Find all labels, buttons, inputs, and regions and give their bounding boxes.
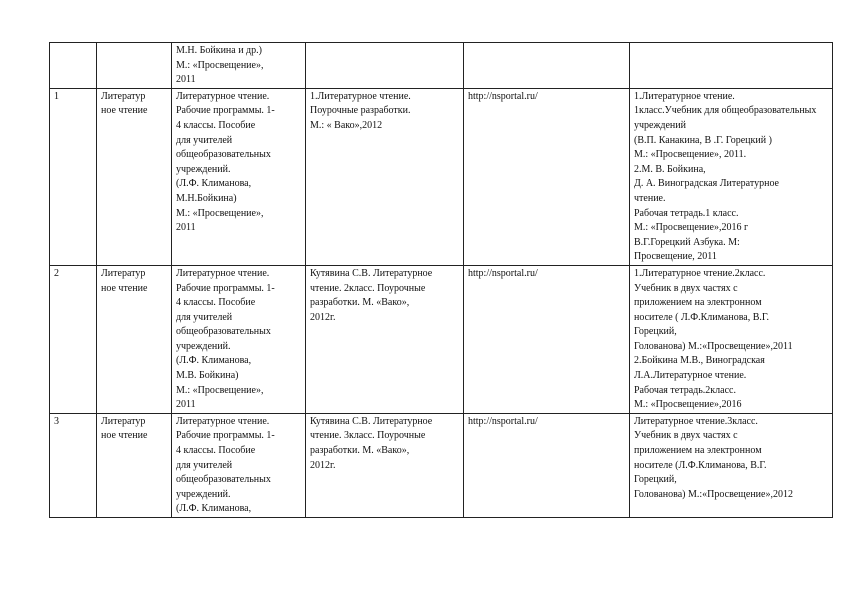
cell-text-line: ное чтение <box>101 105 148 117</box>
cell-web <box>464 265 630 413</box>
cell-text-line: Учебник в двух частях с <box>634 282 738 294</box>
cell-text-line: Просвещение, 2011 <box>634 251 717 263</box>
table-body <box>50 43 833 518</box>
cell-text-line: 1.Литературное чтение.2класс. <box>634 267 766 279</box>
cell-text-line: учреждений. <box>176 488 231 500</box>
cell-text-line: Кутявина С.В. Литературное <box>310 267 433 279</box>
cell-text-line: Рабочие программы. 1- <box>176 282 275 294</box>
cell-text-line: 1.Литературное чтение. <box>310 90 411 102</box>
cell-text-line: Литератур <box>101 267 146 279</box>
cell-text-line: Рабочие программы. 1- <box>176 430 275 442</box>
cell-text-line: чтение. 3класс. Поурочные <box>310 430 426 442</box>
cell-text-line: Рабочая тетрадь.2класс. <box>634 384 736 396</box>
cell-text-line: 4 классы. Пособие <box>176 445 256 457</box>
cell-text-line: Голованова) М.:«Просвещение»,2011 <box>634 340 793 352</box>
cell-text-line: 2.М. В. Бойкина, <box>634 163 706 175</box>
cell-text-line: для учителей <box>176 459 233 471</box>
cell-text-line: Литературное чтение. <box>176 415 270 427</box>
cell-subject <box>97 265 172 413</box>
cell-text-line: 4 классы. Пособие <box>176 297 256 309</box>
cell-text-line: 2 <box>54 267 59 279</box>
cell-lesson <box>306 43 464 89</box>
cell-num <box>50 43 97 89</box>
cell-text-line: Горецкий, <box>634 326 677 338</box>
cell-text-line: носителе (Л.Ф.Климанова, В.Г. <box>634 459 767 471</box>
curriculum-table <box>49 42 833 518</box>
cell-text-line: 2012г. <box>310 459 336 471</box>
cell-text-line: чтение. 2класс. Поурочные <box>310 282 426 294</box>
cell-text-line: 2.Бойкина М.В., Виноградская <box>634 355 765 367</box>
cell-program <box>172 43 306 89</box>
cell-subject <box>97 413 172 517</box>
cell-web <box>464 43 630 89</box>
cell-lesson <box>306 413 464 517</box>
cell-text-line: общеобразовательных <box>176 474 271 486</box>
cell-text-line: Литературное чтение. <box>176 267 270 279</box>
cell-num <box>50 265 97 413</box>
cell-text-line: разработки. М. «Вако», <box>310 297 410 309</box>
cell-text-line: М.: « Вако»,2012 <box>310 119 383 131</box>
cell-program <box>172 265 306 413</box>
cell-text-line: общеобразовательных <box>176 326 271 338</box>
cell-text-line: учреждений. <box>176 340 231 352</box>
cell-textbook <box>630 43 833 89</box>
cell-text-line: В.Г.Горецкий Азбука. М: <box>634 236 740 248</box>
cell-text-line: М.Н. Бойкина и др.) <box>176 45 262 56</box>
cell-text-line: 1.Литературное чтение. <box>634 90 735 102</box>
cell-text-line: Л.А.Литературное чтение. <box>634 370 747 382</box>
cell-text-line: (Л.Ф. Климанова, <box>176 178 252 190</box>
cell-text-line: Горецкий, <box>634 474 677 486</box>
cell-text-line: 2012г. <box>310 311 336 323</box>
cell-text-line: М.: «Просвещение», <box>176 207 264 219</box>
cell-text-line: 3 <box>54 415 59 427</box>
cell-text-line: 1класс.Учебник для общеобразовательных <box>634 105 817 117</box>
cell-text-line: Кутявина С.В. Литературное <box>310 415 433 427</box>
cell-num <box>50 413 97 517</box>
cell-subject <box>97 43 172 89</box>
cell-program <box>172 88 306 265</box>
cell-text-line: Рабочие программы. 1- <box>176 105 275 117</box>
cell-text-line: учреждений. <box>176 163 231 175</box>
cell-text-line: М.: «Просвещение», 2011. <box>634 149 747 161</box>
cell-text-line: (Л.Ф. Климанова, <box>176 503 252 515</box>
cell-text-line: для учителей <box>176 311 233 323</box>
cell-text-line: Рабочая тетрадь.1 класс. <box>634 207 739 219</box>
table-row <box>50 88 833 265</box>
table-row <box>50 413 833 517</box>
cell-text-line: М.Н.Бойкина) <box>176 192 237 204</box>
cell-text-line: М.: «Просвещение»,2016 г <box>634 222 749 234</box>
cell-text-line: ное чтение <box>101 430 148 442</box>
cell-text-line: 2011 <box>176 399 196 411</box>
cell-text-line: для учителей <box>176 134 233 146</box>
cell-text-line: носителе ( Л.Ф.Климанова, В.Г. <box>634 311 770 323</box>
cell-num <box>50 88 97 265</box>
cell-web <box>464 88 630 265</box>
cell-text-line: Литературное чтение.3класс. <box>634 415 758 427</box>
cell-lesson <box>306 265 464 413</box>
cell-text-line: разработки. М. «Вако», <box>310 445 410 457</box>
cell-textbook <box>630 88 833 265</box>
cell-text-line: Литератур <box>101 90 146 102</box>
cell-text-line: общеобразовательных <box>176 149 271 161</box>
resource-link[interactable]: http://nsportal.ru/ <box>468 267 538 279</box>
cell-text-line: Голованова) М.:«Просвещение»,2012 <box>634 488 793 500</box>
cell-text-line: Литературное чтение. <box>176 90 270 102</box>
cell-text-line: Литератур <box>101 415 146 427</box>
cell-text-line: (Л.Ф. Климанова, <box>176 355 252 367</box>
cell-textbook <box>630 265 833 413</box>
cell-text-line: учреждений <box>634 119 686 131</box>
cell-text-line: 2011 <box>176 222 196 234</box>
cell-web <box>464 413 630 517</box>
cell-text-line: чтение. <box>634 192 666 204</box>
cell-text-line: приложением на электронном <box>634 445 762 457</box>
resource-link[interactable]: http://nsportal.ru/ <box>468 90 538 102</box>
cell-lesson <box>306 88 464 265</box>
cell-program <box>172 413 306 517</box>
cell-text-line: М.: «Просвещение»,2016 <box>634 399 742 411</box>
cell-text-line: 2011 <box>176 74 196 86</box>
resource-link[interactable]: http://nsportal.ru/ <box>468 415 538 427</box>
cell-text-line: (В.П. Канакина, В .Г. Горецкий ) <box>634 134 772 146</box>
cell-textbook <box>630 413 833 517</box>
cell-text-line: 1 <box>54 90 59 102</box>
cell-text-line: 4 классы. Пособие <box>176 119 256 131</box>
table-row <box>50 43 833 89</box>
cell-text-line: Поурочные разработки. <box>310 105 411 117</box>
table-row <box>50 265 833 413</box>
cell-text-line: М.: «Просвещение», <box>176 384 264 396</box>
cell-text-line: Учебник в двух частях с <box>634 430 738 442</box>
cell-text-line: Д. А. Виноградская Литературное <box>634 178 779 190</box>
cell-text-line: приложением на электронном <box>634 297 762 309</box>
cell-text-line: М.: «Просвещение», <box>176 59 264 71</box>
cell-text-line: М.В. Бойкина) <box>176 370 239 382</box>
cell-subject <box>97 88 172 265</box>
cell-text-line: ное чтение <box>101 282 148 294</box>
